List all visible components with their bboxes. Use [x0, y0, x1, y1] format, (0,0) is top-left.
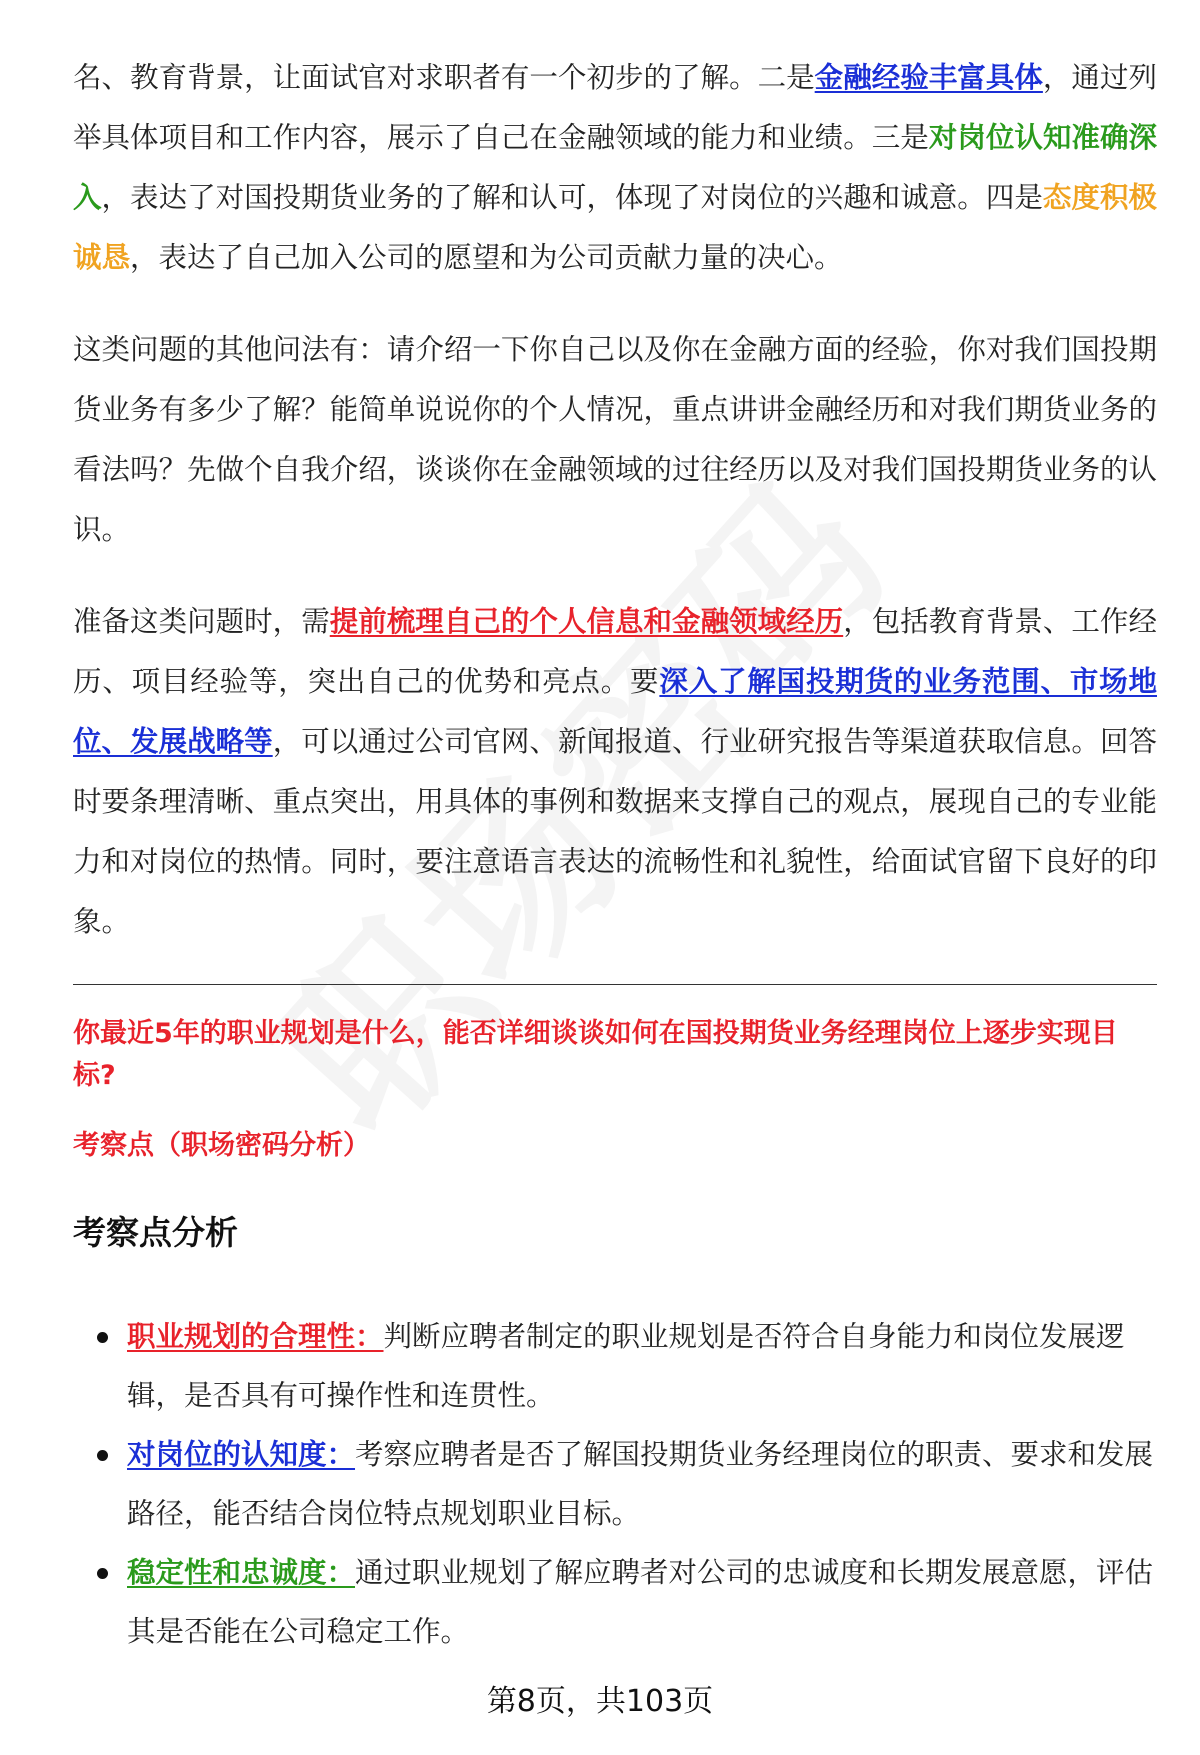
bullet-title: 对岗位的认知度： — [127, 1438, 356, 1471]
bullet-text: 通过职业规划了解应聘者对公司的忠诚度和长期发展意愿，评估其是否能在公司稳定工作。 — [127, 1556, 1154, 1648]
text: ，可以通过公司官网、新闻报道、行业研究报告等渠道获取信息。回答时要条理清晰、重点突出，用具体的事例和数据来支撑自己的观点，展现自己的专业能力和对岗位的热情。同时，要注意语言表达的流畅性和礼貌性，给面试官留下良好的印象。 — [73, 725, 1157, 938]
text: 名、教育背景，让面试官对求职者有一个初步的了解。二是 — [73, 61, 815, 94]
page-number: 第8页，共103页 — [486, 1684, 714, 1719]
section-heading: 考察点分析 — [73, 1213, 238, 1252]
list-item — [73, 1543, 1157, 1661]
text: ，表达了自己加入公司的愿望和为公司贡献力量的决心。 — [130, 241, 843, 274]
list-item — [73, 1307, 1157, 1425]
highlight-attitude: 态度积极诚恳 — [73, 181, 1157, 274]
bullet-text: 判断应聘者制定的职业规划是否符合自身能力和岗位发展逻辑，是否具有可操作性和连贯性。 — [127, 1320, 1125, 1412]
paragraph-alternative-questions: 这类问题的其他问法有：请介绍一下你自己以及你在金融方面的经验，你对我们国投期货业务有多少了解？能简单说说你的个人情况，重点讲讲金融经历和对我们期货业务的看法吗？先做个自我介绍，谈谈你在金融领域的过往经历以及对我们国投期货业务的认识。 — [73, 333, 1157, 546]
interview-question: 你最近5年的职业规划是什么，能否详细谈谈如何在国投期货业务经理岗位上逐步实现目标? — [73, 1018, 1118, 1091]
text: ，通过列举具体项目和工作内容，展示了自己在金融领域的能力和业绩。三是 — [73, 61, 1157, 154]
paragraph-preparation — [73, 592, 1157, 952]
bullet-icon — [97, 1332, 108, 1343]
text: 准备这类问题时，需 — [73, 605, 330, 638]
text: ，包括教育背景、工作经历、项目经验等，突出自己的优势和亮点。要 — [73, 605, 1157, 698]
highlight-role-understanding: 对岗位认知准确深入 — [73, 121, 1157, 214]
section-divider — [73, 984, 1157, 985]
analysis-label: 考察点（职场密码分析） — [73, 1130, 370, 1161]
bullet-text: 考察应聘者是否了解国投期货业务经理岗位的职责、要求和发展路径，能否结合岗位特点规划职业目标。 — [127, 1438, 1154, 1530]
highlight-personal-info: 提前梳理自己的个人信息和金融领域经历 — [329, 605, 844, 638]
bullet-title: 稳定性和忠诚度： — [127, 1556, 356, 1589]
paragraph-summary — [73, 48, 1157, 288]
bullet-icon — [97, 1450, 108, 1461]
list-item — [73, 1425, 1157, 1543]
analysis-list — [73, 1307, 1157, 1661]
highlight-company-research: 深入了解国投期货的业务范围、市场地位、发展战略等 — [73, 665, 1157, 758]
text: ，表达了对国投期货业务的了解和认可，体现了对岗位的兴趣和诚意。四是 — [101, 181, 1043, 214]
document-body — [73, 48, 1157, 1661]
bullet-icon — [97, 1568, 108, 1579]
highlight-finance-experience: 金融经验丰富具体 — [814, 61, 1043, 94]
bullet-title: 职业规划的合理性： — [127, 1320, 384, 1353]
